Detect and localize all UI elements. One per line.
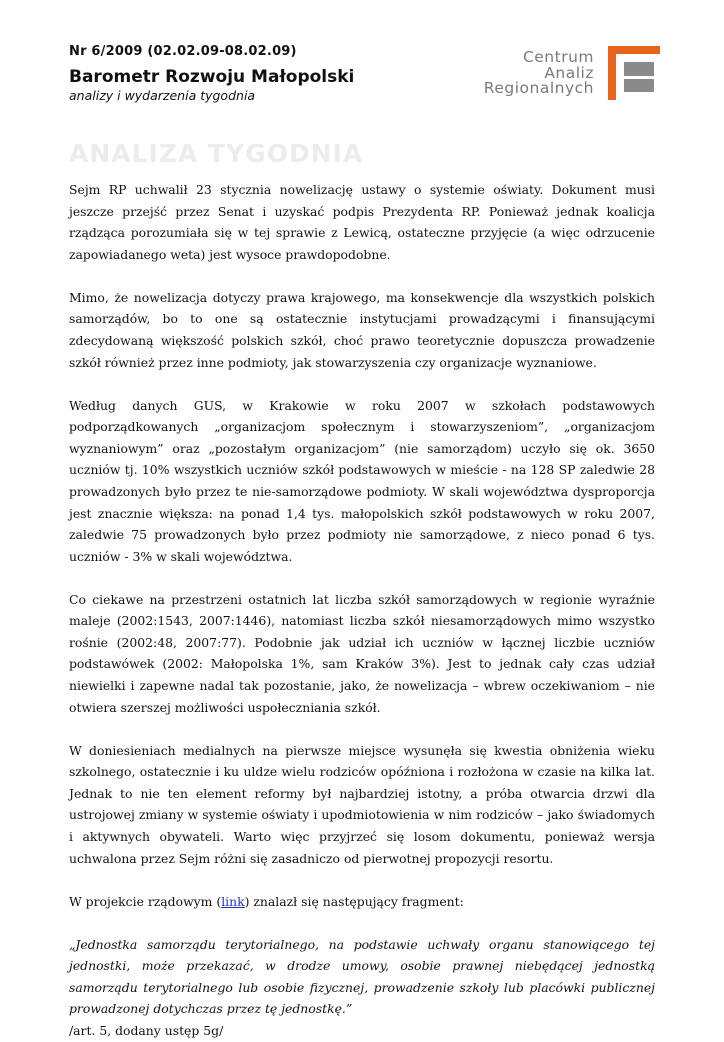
section-title: ANALIZA TYGODNIA [69,139,364,168]
logo-mark-icon [608,46,660,100]
paragraph-4: Co ciekawe na przestrzeni ostatnich lat liczba szkół samorządowych w regionie wyraźnie maleje (2002:1543, 2007:1446), natomiast liczba szkół niesamorządowych mimo wszystko rośnie (2002:48, 2007:77). Podobnie jak udział ich uczniów w łącznej liczbie uczniów podstawówek (2002: Małopolska 1%, sam Kraków 3%). Jest to jednak cały czas udział niewielki i zapewne nadal tak pozostanie, jako, że nowelizacja – wbrew oczekiwaniom – nie otwiera szerszej możliwości uspołeczniania szkół. [69,591,655,715]
link-paragraph-before: W projekcie rządowym ( [69,893,222,909]
issue-number: Nr 6/2009 (02.02.09-08.02.09) [69,44,297,59]
government-project-link[interactable]: link [221,893,245,909]
logo-line-1: Centrum [522,48,594,66]
publication-title: Barometr Rozwoju Małopolski [69,67,355,87]
car-logo [484,46,660,102]
quote-reference: /art. 5, dodany ustęp 5g/ [69,1022,224,1038]
link-paragraph-after: ) znalazł się następujący fragment: [244,893,464,909]
link-paragraph [69,891,655,913]
logo-line-2: Analiz [544,63,594,82]
article-body [69,179,655,1042]
paragraph-3: Według danych GUS, w Krakowie w roku 2007 w szkołach podstawowych podporządkowanych „organizacjom społecznym i stowarzyszeniom”, „organizacjom wyznaniowym” oraz „pozostałym organizacjom” (nie samorządom) uczyło się ok. 3650 uczniów tj. 10% wszystkich uczniów szkół podstawowych w mieście - na 128 SP zaledwie 28 prowadzonych było przez te nie-samorządowe podmioty. W skali województwa dysproporcja jest znacznie większa: na ponad 1,4 tys. małopolskich szkół podstawowych w roku 2007, zaledwie 75 prowadzonych było przez podmioty nie samorządowe, z nieco ponad 6 tys. uczniów - 3% w skali województwa. [69,397,655,564]
document-header [69,44,354,103]
paragraph-5: W doniesieniach medialnych na pierwsze miejsce wysunęła się kwestia obniżenia wieku szkolnego, ostatecznie i ku uldze wielu rodziców opóźniona i rozłożona w czasie na kilka lat. Jednak to nie ten element reformy był najbardziej istotny, a próba otwarcia drzwi dla ustrojowej zmiany w systemie oświaty i upodmiotowienia w nim rodziców – jako świadomych i aktywnych obywateli. Warto więc przyjrzeć się losom dokumentu, ponieważ wersja uchwalona przez Sejm różni się zasadniczo od pierwotnej propozycji resortu. [69,742,655,866]
paragraph-1: Sejm RP uchwalił 23 stycznia nowelizację ustawy o systemie oświaty. Dokument musi jeszcze przejść przez Senat i uzyskać podpis Prezydenta RP. Ponieważ jednak koalicja rządząca porozumiała się w tej sprawie z Lewicą, ostateczne przyjęcie (a więc odrzucenie zapowiadanego weta) jest wysoce prawdopodobne. [69,182,655,262]
logo-text [484,50,594,97]
quote-text: „Jednostka samorządu terytorialnego, na podstawie uchwały organu stanowiącego tej jednostki, może przekazać, w drodze umowy, osobie prawnej niebędącej jednostką samorządu terytorialnego lub osobie fizycznej, prowadzenie szkoły lub placówki publicznej prowadzonej dotychczas przez tę jednostkę.” [69,936,655,1017]
publication-subtitle: analizy i wydarzenia tygodnia [69,88,256,103]
logo-line-3: Regionalnych [483,79,594,97]
paragraph-2: Mimo, że nowelizacja dotyczy prawa krajowego, ma konsekwencje dla wszystkich polskich samorządów, bo to one są ostatecznie instytucjami prowadzącymi i finansującymi zdecydowaną większość polskich szkół, choć prawo teoretycznie dopuszcza prowadzenie szkół również przez inne podmioty, jak stowarzyszenia czy organizacje wyznaniowe. [69,289,655,370]
